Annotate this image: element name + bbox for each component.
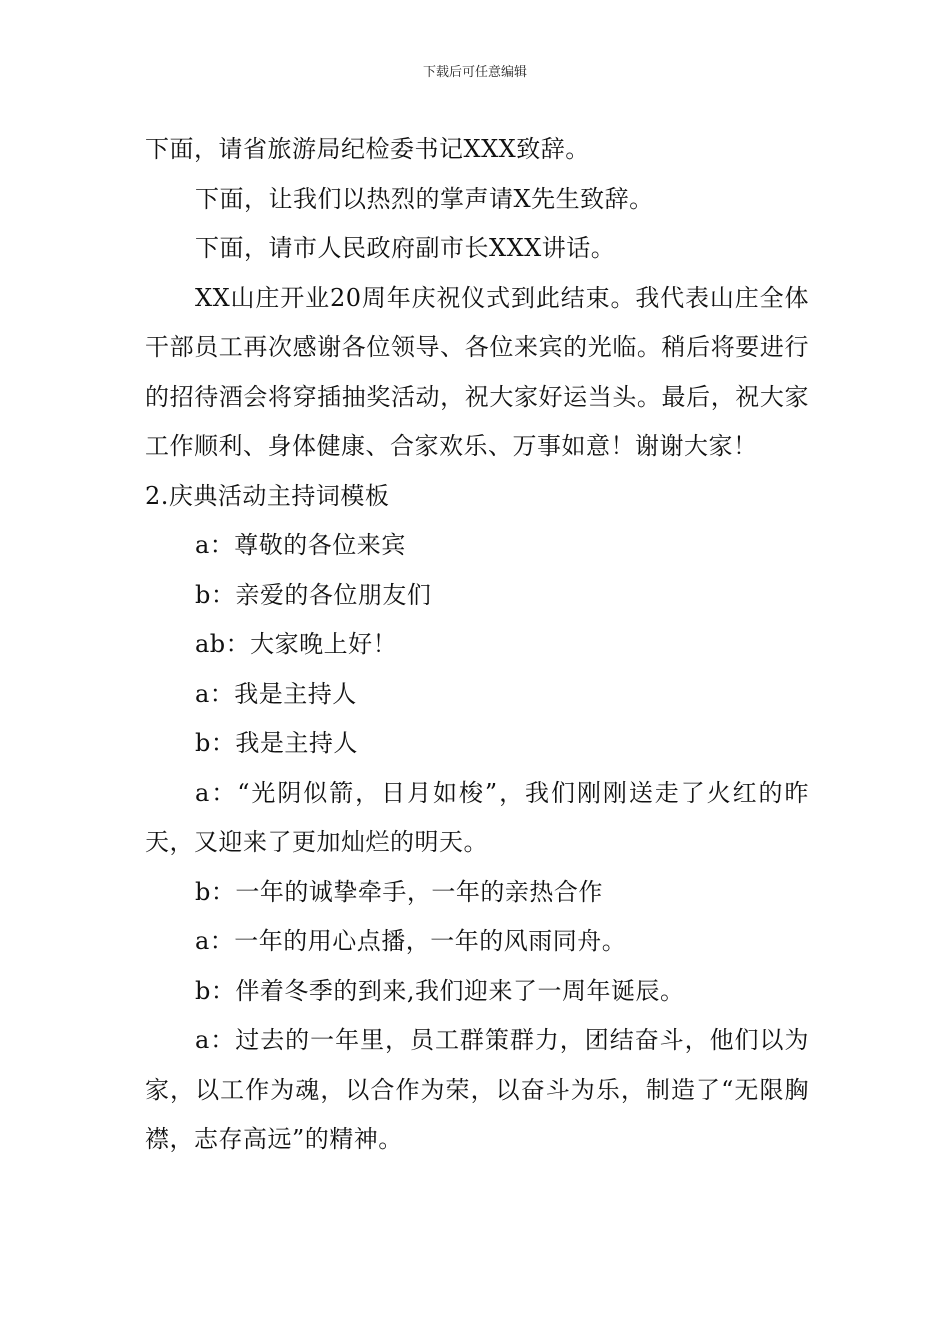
- dialogue-line: a：“光阴似箭，日月如梭”，我们刚刚送走了火红的昨天，又迎来了更加灿烂的明天。: [145, 778, 809, 856]
- section-heading: 2.庆典活动主持词模板: [145, 481, 390, 510]
- page-header-note: 下载后可任意编辑: [422, 65, 527, 80]
- dialogue-line: b：我是主持人: [195, 729, 358, 757]
- dialogue-line: b：伴着冬季的到来,我们迎来了一周年诞辰。: [195, 976, 685, 1005]
- dialogue-line: a：尊敬的各位来宾: [195, 531, 406, 559]
- paragraph-speech-vice-mayor: 下面，请市人民政府副市长XXX讲话。: [195, 234, 616, 262]
- paragraph-speech-discipline: 下面，请省旅游局纪检委书记XXX致辞。: [145, 135, 590, 163]
- dialogue-line: a：一年的用心点播，一年的风雨同舟。: [195, 927, 627, 955]
- paragraph-closing-remarks: XX山庄开业20周年庆祝仪式到此结束。我代表山庄全体干部员工再次感谢各位领导、各位来宾的光临。稍后将要进行的招待酒会将穿插抽奖活动，祝大家好运当头。最后，祝大家工作顺利、身体健康、合家欢乐、万事如意！谢谢大家！: [145, 283, 809, 460]
- dialogue-line: b：一年的诚挚牵手，一年的亲热合作: [195, 877, 603, 906]
- dialogue-line: a：过去的一年里，员工群策群力，团结奋斗，他们以为家，以工作为魂，以合作为荣，以奋斗为乐，制造了“无限胸襟，志存高远”的精神。: [145, 1026, 809, 1153]
- dialogue-line: ab：大家晚上好！: [195, 630, 398, 658]
- dialogue-line: b：亲爱的各位朋友们: [195, 580, 432, 609]
- paragraph-speech-mr-x: 下面，让我们以热烈的掌声请X先生致辞。: [195, 184, 654, 213]
- document-body: [145, 125, 809, 1165]
- dialogue-line: a：我是主持人: [195, 679, 357, 708]
